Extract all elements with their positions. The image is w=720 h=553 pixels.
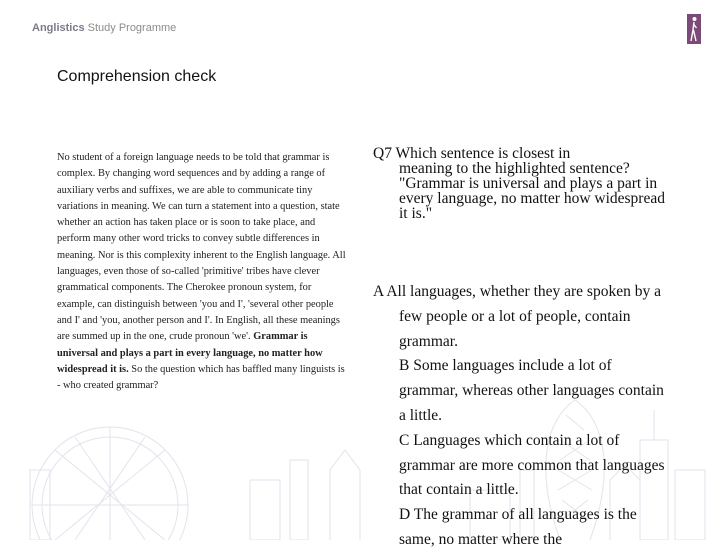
option-c[interactable]: C Languages which contain a lot of grammar are more common that languages that contain a little. xyxy=(399,431,665,499)
brand-name: Anglistics xyxy=(32,22,85,34)
option-b[interactable]: B Some languages include a lot of grammar, whereas other languages contain a little. xyxy=(399,357,664,424)
programme-header xyxy=(32,22,176,34)
passage-text-after: So the question which has baffled many linguists is - who created grammar? xyxy=(57,363,345,392)
answer-options xyxy=(373,280,673,553)
reading-passage xyxy=(57,150,347,394)
page-title: Comprehension check xyxy=(57,68,217,85)
highlighted-sentence: Grammar is universal and plays a part in every language, no matter how widespread it is. xyxy=(57,331,323,375)
option-a[interactable]: A All languages, whether they are spoken by a few people or a lot of people, contain grammar. xyxy=(373,283,661,350)
programme-label: Study Programme xyxy=(84,22,177,34)
question-line1: Q7 Which sentence is closest in xyxy=(373,145,571,162)
question-prompt xyxy=(373,146,673,221)
question-rest: meaning to the highlighted sentence? "Grammar is universal and plays a part in every language, no matter how widespread it is." xyxy=(399,160,665,222)
person-figure-icon xyxy=(687,14,701,44)
option-d[interactable]: D The grammar of all languages is the same, no matter where the xyxy=(399,506,637,548)
passage-text-before: No student of a foreign language needs to be told that grammar is complex. By changing word sequences and by adding a range of auxiliary verbs and suffixes, we are able to communicate tiny variations in meaning. We can turn a statement into a question, state whether an action has taken place or is soon to take place, and perform many other word tricks to convey subtle differences in meaning. Nor is this complexity inherent to the English language. All languages, even those of so-called 'primitive' tribes have clever grammatical components. The Cherokee pronoun system, for example, can distinguish between 'you and I', 'several other people and I' and 'you, another person and I'. In English, all these meanings are summed up in the one, crude pronoun 'we'. xyxy=(57,152,346,343)
